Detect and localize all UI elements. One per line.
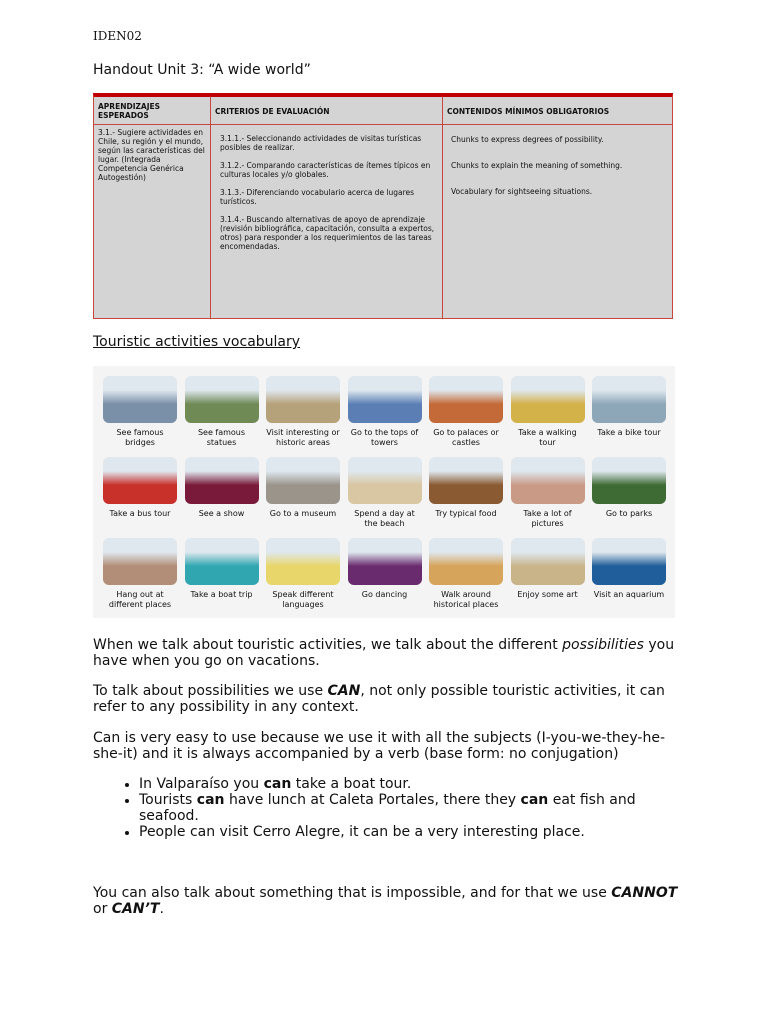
activity-photo xyxy=(185,538,259,585)
emphasis-possibilities: possibilities xyxy=(562,637,644,653)
activity-photo xyxy=(266,538,340,585)
text-run: , not only possible touristic activities, it can refer to any possibility in any context. xyxy=(93,683,665,715)
activity-card xyxy=(592,538,666,600)
text-run: take a boat tour. xyxy=(291,776,412,792)
activity-card xyxy=(592,457,666,519)
activity-photo xyxy=(266,376,340,423)
header-expected-learning: APRENDIZAJES ESPERADOS xyxy=(98,102,161,120)
text-run: eat fish and seafood. xyxy=(139,792,636,824)
activity-caption: Visit interesting or historic areas xyxy=(266,428,340,447)
activity-card xyxy=(592,376,666,438)
activity-photo xyxy=(103,376,177,423)
activity-photo xyxy=(511,376,585,423)
contents-cell xyxy=(451,135,666,205)
activity-card xyxy=(429,538,503,609)
activity-card xyxy=(103,538,177,609)
activity-card xyxy=(429,457,503,519)
text-run: You can also talk about something that is impossible, and for that we use xyxy=(93,885,612,901)
keyword-can: can xyxy=(520,792,549,808)
examples-list xyxy=(93,776,678,840)
activity-photo xyxy=(348,376,422,423)
activity-photo xyxy=(185,457,259,504)
criteria-cell xyxy=(220,134,438,260)
activity-card xyxy=(103,376,177,447)
activity-photo xyxy=(592,538,666,585)
activity-card xyxy=(511,376,585,447)
paragraph-possibilities xyxy=(93,637,678,669)
text-run: have lunch at Caleta Portales, there they xyxy=(224,792,521,808)
activity-card xyxy=(511,538,585,600)
text-run: When we talk about touristic activities, we talk about the different xyxy=(93,637,563,653)
activity-card xyxy=(185,538,259,600)
vocabulary-heading: Touristic activities vocabulary xyxy=(93,334,301,350)
content-item: Chunks to explain the meaning of something. xyxy=(451,161,623,170)
activity-caption: Try typical food xyxy=(435,509,497,518)
text-run: To talk about possibilities we use xyxy=(93,683,328,699)
activity-caption: Go to a museum xyxy=(269,509,337,518)
activity-photo xyxy=(185,376,259,423)
criterion-item: 3.1.2.- Comparando características de ítemes típicos en culturas locales y/o globales. xyxy=(220,161,431,179)
activity-caption: Visit an aquarium xyxy=(593,590,665,599)
example-item xyxy=(139,776,678,792)
header-evaluation-criteria: CRITERIOS DE EVALUACIÓN xyxy=(215,107,330,116)
keyword-can: can xyxy=(196,792,225,808)
activity-card xyxy=(266,376,340,447)
activity-caption: Take a bike tour xyxy=(597,428,661,437)
activity-card xyxy=(511,457,585,528)
activity-caption: Take a walking tour xyxy=(518,428,577,447)
criterion-item: 3.1.1.- Seleccionando actividades de visitas turísticas posibles de realizar. xyxy=(220,134,422,152)
activity-photo xyxy=(429,457,503,504)
activity-photo xyxy=(511,457,585,504)
activity-photo xyxy=(348,538,422,585)
example-item: • People can visit Cerro Alegre, it can be a very interesting place. xyxy=(139,824,678,840)
paragraph-usage: Can is very easy to use because we use it with all the subjects (I-you-we-they-he-she-it) and it is always accompanied by a verb (base form: no conjugation) xyxy=(93,730,666,762)
text-run: or xyxy=(93,901,112,917)
activities-grid xyxy=(93,366,675,618)
activity-photo xyxy=(348,457,422,504)
criterion-item: 3.1.4.- Buscando alternativas de apoyo de aprendizaje (revisión bibliográfica, capacitación, consulta a expertos, otros) para responder a los requerimientos de las tareas encomendadas. xyxy=(220,215,435,251)
handout-title: Handout Unit 3: “A wide world” xyxy=(93,62,311,78)
activity-card xyxy=(348,376,422,447)
activity-photo xyxy=(103,538,177,585)
activity-card xyxy=(266,457,340,519)
keyword-cant: CAN’T xyxy=(111,901,160,917)
activity-caption: Go to parks xyxy=(605,509,653,518)
activity-card xyxy=(348,457,422,528)
content-item: Vocabulary for sightseeing situations. xyxy=(451,187,593,196)
content-item: Chunks to express degrees of possibility. xyxy=(451,135,604,144)
activity-photo xyxy=(103,457,177,504)
example-item xyxy=(139,792,678,824)
activity-photo xyxy=(429,538,503,585)
activity-caption: Walk around historical places xyxy=(433,590,499,609)
activity-caption: Speak different languages xyxy=(272,590,334,609)
activity-caption: Spend a day at the beach xyxy=(354,509,415,528)
document-code: IDEN02 xyxy=(93,29,142,43)
activity-card xyxy=(266,538,340,609)
activity-photo xyxy=(592,376,666,423)
header-minimum-contents: CONTENIDOS MÍNIMOS OBLIGATORIOS xyxy=(447,107,610,116)
keyword-can: can xyxy=(263,776,292,792)
activity-caption: Go to the tops of towers xyxy=(350,428,419,447)
activity-photo xyxy=(592,457,666,504)
activity-caption: Enjoy some art xyxy=(517,590,578,599)
activity-caption: Go dancing xyxy=(361,590,408,599)
activity-caption: Take a bus tour xyxy=(109,509,171,518)
paragraph-impossible xyxy=(93,885,678,917)
activity-caption: See a show xyxy=(198,509,245,518)
text-run: Tourists xyxy=(139,792,197,808)
activity-card xyxy=(429,376,503,447)
expected-learning-cell: 3.1.- Sugiere actividades en Chile, su región y el mundo, según las características del lugar. (Integrada Competencia Genérica Autogestión) xyxy=(98,128,205,182)
activity-caption: Hang out at different places xyxy=(108,590,172,609)
keyword-can: CAN xyxy=(327,683,361,699)
paragraph-can xyxy=(93,683,678,715)
activity-card xyxy=(185,457,259,519)
activity-caption: Go to palaces or castles xyxy=(433,428,499,447)
activity-caption: Take a lot of pictures xyxy=(523,509,572,528)
text-run: . xyxy=(159,901,164,917)
text-run: In Valparaíso you xyxy=(139,776,264,792)
activity-photo xyxy=(429,376,503,423)
activity-caption: Take a boat trip xyxy=(190,590,253,599)
curriculum-table xyxy=(93,93,673,319)
activity-caption: See famous bridges xyxy=(116,428,164,447)
criterion-item: 3.1.3.- Diferenciando vocabulario acerca de lugares turísticos. xyxy=(220,188,415,206)
text-run: you have when you go on vacations. xyxy=(93,637,675,669)
keyword-cannot: CANNOT xyxy=(611,885,678,901)
activity-photo xyxy=(511,538,585,585)
activity-card xyxy=(348,538,422,600)
activity-photo xyxy=(266,457,340,504)
activity-caption: See famous statues xyxy=(197,428,246,447)
activity-card xyxy=(185,376,259,447)
activity-card xyxy=(103,457,177,519)
